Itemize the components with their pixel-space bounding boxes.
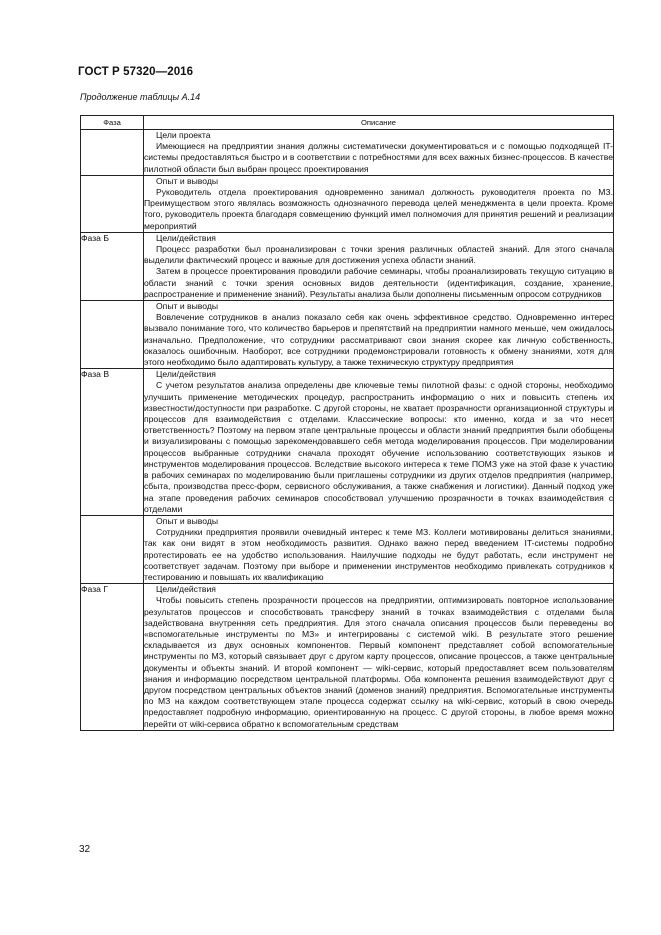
section-title: Опыт и выводы [156, 301, 219, 312]
description-cell [144, 130, 614, 176]
description-cell [144, 175, 614, 232]
section-title: Цели/действия [156, 369, 216, 380]
table-continuation-caption: Продолжение таблицы А.14 [80, 92, 201, 102]
description-paragraph: С учетом результатов анализа определены две ключевые темы пилотной фазы: с одной стороны, необходимо улучшить применение методических процедур, распространить информацию о них и повысить степень их известности/доступности при разработке. С другой стороны, не хватает прозрачности организационной структуры и процессов для взаимодействия с отделами. Классические вопросы: кто именно, когда и за что несет ответственность? Поэтому на первом этапе центральные процессы и области знаний предприятия были обобщены и визуализированы с помощью зарекомендовавшего себя метода моделирования процессов. При моделировании процессов выбранные сотрудники сначала проходят обучение использованию соответствующих языков и инструментов моделирования процессов. Вследствие высокого интереса к теме ПОМЗ уже на этой фазе к участию в рабочих семинарах по моделированию были приглашены сотрудники из других отделов предприятия (например, сбыта, производства пресс-форм, сервисного обслуживания, а также снабжения и логистики). Данный подход уже на этапе проведения рабочих семинаров способствовал улучшению прозрачности в точках взаимодействия с отделами [144, 380, 613, 514]
description-cell [144, 301, 614, 369]
description-paragraph: Вовлечение сотрудников в анализ показало себя как очень эффективное средство. Одновременно интерес вызвало понимание того, что количество барьеров и препятствий на предприятии намного меньше, чем ожидалось изначально. Предположение, что сотрудники рассматривают свои знания скорее как личную собственность, оказалось ошибочным. Наоборот, все сотрудники продемонстрировали готовность к обмену знаниями, хотя для этого необходимо было адаптировать культуру, а также техническую структуру предприятия [144, 312, 613, 368]
section-title: Цели проекта [156, 130, 211, 140]
phase-description-table [80, 115, 614, 731]
column-header-phase: Фаза [81, 116, 144, 130]
phase-cell [81, 301, 144, 369]
table-row [81, 301, 614, 369]
table-row [81, 175, 614, 232]
table-row [81, 130, 614, 176]
table-row [81, 515, 614, 583]
section-title: Опыт и выводы [156, 175, 219, 186]
phase-cell: Фаза Б [81, 232, 144, 300]
description-paragraph: Процесс разработки был проанализирован с точки зрения различных областей знаний. Для этого сначала выделили фактический процесс и важные для достижения успеха области знаний. [144, 244, 613, 266]
description-paragraph: Сотрудники предприятия проявили очевидный интерес к теме МЗ. Коллеги мотивированы делиться знаниями, так как они видят в этом необходимость развития. Однако важно перед введением IT-системы подробно протестировать ее на удобство использования. Наилучшие подходы не будут работать, если инструмент не соответствует задачам. Поэтому при выборе и применении инструментов необходимо привлекать сотрудников к тестированию и повышать их квалификацию [144, 527, 613, 582]
column-header-description: Описание [144, 116, 614, 130]
table-row [81, 584, 614, 731]
phase-cell [81, 130, 144, 176]
document-standard-title: ГОСТ Р 57320—2016 [78, 66, 194, 78]
description-paragraph: Затем в процессе проектирования проводили рабочие семинары, чтобы проанализировать текущую ситуацию в области знаний с точки зрения основных видов деятельности (идентификация, создание, хранение, распространение и применение знаний). Результаты анализа были дополнены письменным опросом сотрудников [144, 266, 613, 299]
table-header-row [81, 116, 614, 130]
phase-cell: Фаза Г [81, 584, 144, 731]
table-row [81, 232, 614, 300]
description-paragraph: Руководитель отдела проектирования одновременно занимал должность руководителя проекта по МЗ. Преимуществом этого являлась возможность однозначного перевода целей менеджмента в цели проекта. Кроме того, руководитель проекта благодаря совмещению функций имел полномочия для принятия решений и реализации мероприятий [144, 187, 613, 231]
description-cell [144, 515, 614, 583]
description-paragraph: Имеющиеся на предприятии знания должны систематически документироваться и с помощью подходящей IT-системы предоставляться быстро и в соответствии с потребностями для всех важных бизнес-процессов. В качестве пилотной области был выбран процесс проектирования [144, 141, 613, 174]
description-cell [144, 369, 614, 516]
description-cell [144, 584, 614, 731]
page-number: 32 [79, 844, 91, 855]
description-cell [144, 232, 614, 300]
table-row [81, 369, 614, 516]
section-title: Цели/действия [156, 232, 216, 243]
phase-cell [81, 175, 144, 232]
section-title: Опыт и выводы [156, 515, 219, 526]
section-title: Цели/действия [156, 584, 216, 595]
phase-cell [81, 515, 144, 583]
phase-cell: Фаза В [81, 369, 144, 516]
description-paragraph: Чтобы повысить степень прозрачности процессов на предприятии, оптимизировать повторное использование результатов процессов и способствовать трансферу знаний в точках взаимодействия с отделами была задействована внутренняя сеть предприятия. Для этого сначала описания процессов были переведены во «вспомогательные инструменты по МЗ» и интегрированы с системой wiki. В результате этого решение складывается из двух основных компонентов. Первый компонент представляет собой вспомогательные инструменты по МЗ, который связывает друг с другом карту процессов, описание процессов, а также центральные документы и объекты знаний. И второй компонент — wiki-сервис, который предоставляет всем пользователям знания и информацию посредством центральной платформы. Оба компонента решения взаимодействуют друг с другом посредством центральных объектов знаний (доменов знаний) предприятия. Вспомогательные инструменты по МЗ на каждом соответствующем этапе процесса содержат ссылку на wiki-сервис, который в свою очередь предоставляет подробную информацию, ориентированную на процесс. С другой стороны, в любое время можно перейти от wiki-сервиса обратно к вспомогательным средствам [144, 595, 613, 729]
